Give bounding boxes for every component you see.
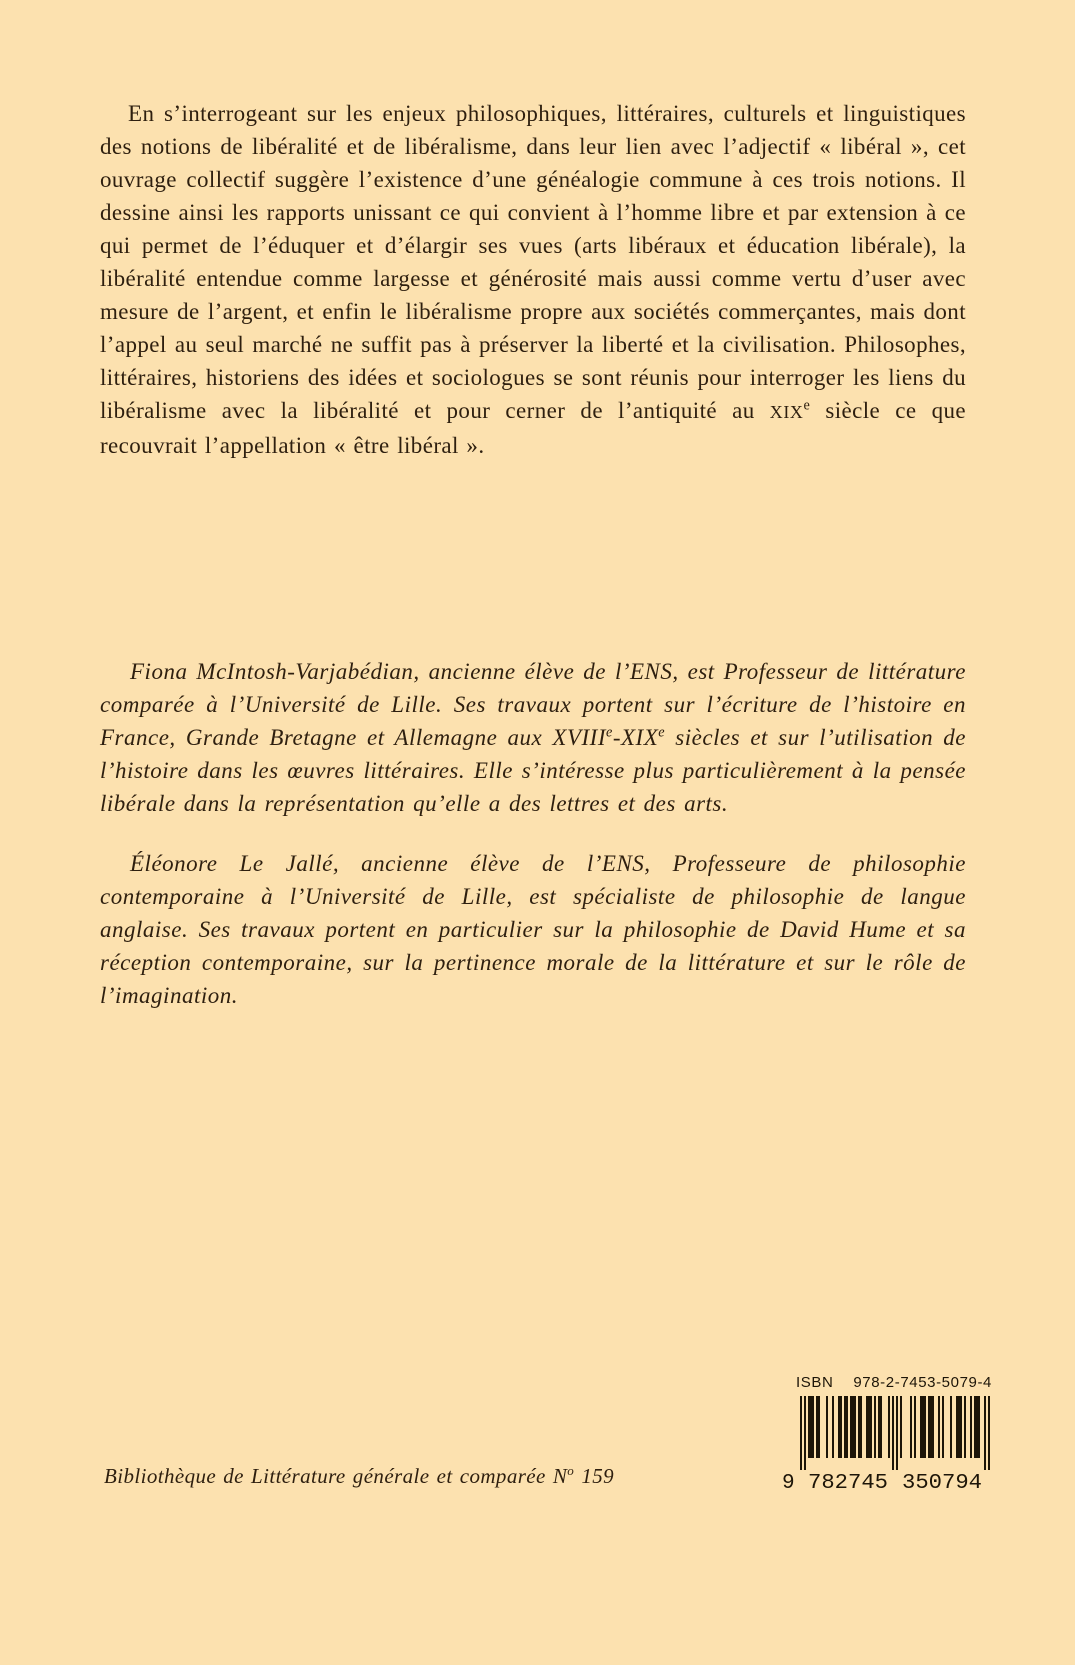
collection-number-sup: o bbox=[567, 1463, 575, 1478]
ean-first-digit: 9 bbox=[782, 1472, 795, 1494]
synopsis-text: En s’interrogeant sur les enjeux philosophiques, littéraires, culturels et linguistiques des notions de libéralité et de libéralisme, dans leur lien avec l’adjectif « libéral », cet ouvrage collectif suggère l’existence d’une généalogie commune à ces trois notions. Il dessine ainsi les rapports unissant ce qui convient à l’homme libre et par extension à ce qui permet de l’éduquer et d’élargir ses vues (arts libéraux et éducation libérale), la libéralité entendue comme largesse et générosité mais aussi comme vertu d’user avec mesure de l’argent, et enfin le libéralisme propre aux sociétés commerçantes, mais dont l’appel au seul marché ne suffit pas à préserver la liberté et la civilisation. Philosophes, littéraires, historiens des idées et sociologues se sont réunis pour interroger les liens du libéralisme avec la libéralité et pour cerner de l’antiquité au bbox=[100, 101, 966, 423]
collection-series-line bbox=[104, 1464, 614, 1489]
synopsis-paragraph bbox=[100, 97, 966, 462]
bio-fiona-sup-1: e bbox=[606, 724, 613, 741]
bio-fiona-text-end: siècles et sur l’utilisation de l’histoire dans les œuvres littéraires. Elle s’intéresse plus particulièrement à la pensée libérale dans la représentation qu’elle a des lettres et des arts. bbox=[100, 725, 967, 816]
bio-fiona-roman-2: XIX bbox=[621, 725, 659, 750]
ean-left-digits: 782745 bbox=[808, 1472, 888, 1494]
ean-right-digits: 350794 bbox=[902, 1472, 982, 1494]
ean-barcode bbox=[780, 1396, 992, 1494]
synopsis-section bbox=[100, 97, 966, 462]
synopsis-text-end: siècle ce que recouvrait l’appellation « être libéral ». bbox=[100, 398, 966, 458]
isbn-number: 978-2-7453-5079-4 bbox=[853, 1374, 992, 1391]
isbn-label: ISBN bbox=[796, 1374, 834, 1391]
bio-fiona-text: Fiona McIntosh-Varjabédian, ancienne élève de l’ENS, est Professeur de littérature comparée à l’Université de Lille. Ses travaux portent sur l’écriture de l’histoire en France, Grande Bretagne et Allemagne aux bbox=[100, 659, 966, 750]
collection-text: Bibliothèque de Littérature générale et comparée N bbox=[104, 1464, 568, 1488]
century-ordinal-sup: e bbox=[803, 397, 811, 414]
bio-fiona-dash: - bbox=[612, 725, 621, 750]
ean-barcode-svg bbox=[780, 1396, 992, 1494]
century-roman-numeral: XIX bbox=[769, 402, 804, 422]
author-bio-fiona bbox=[100, 655, 966, 820]
author-bio-eleonore: Éléonore Le Jallé, ancienne élève de l’ENS, Professeure de philosophie contemporaine à l’Université de Lille, est spécialiste de philosophie de langue anglaise. Ses travaux portent en particulier sur la philosophie de David Hume et sa réception contemporaine, sur la pertinence morale de la littérature et sur le rôle de l’imagination. bbox=[100, 851, 966, 1008]
isbn-block bbox=[780, 1374, 992, 1494]
bio-fiona-roman-1: XVIII bbox=[552, 725, 606, 750]
collection-number: 159 bbox=[574, 1464, 615, 1488]
bio-fiona-sup-2: e bbox=[658, 724, 666, 741]
isbn-text-row bbox=[796, 1374, 992, 1392]
author-bios-section bbox=[100, 655, 966, 1012]
